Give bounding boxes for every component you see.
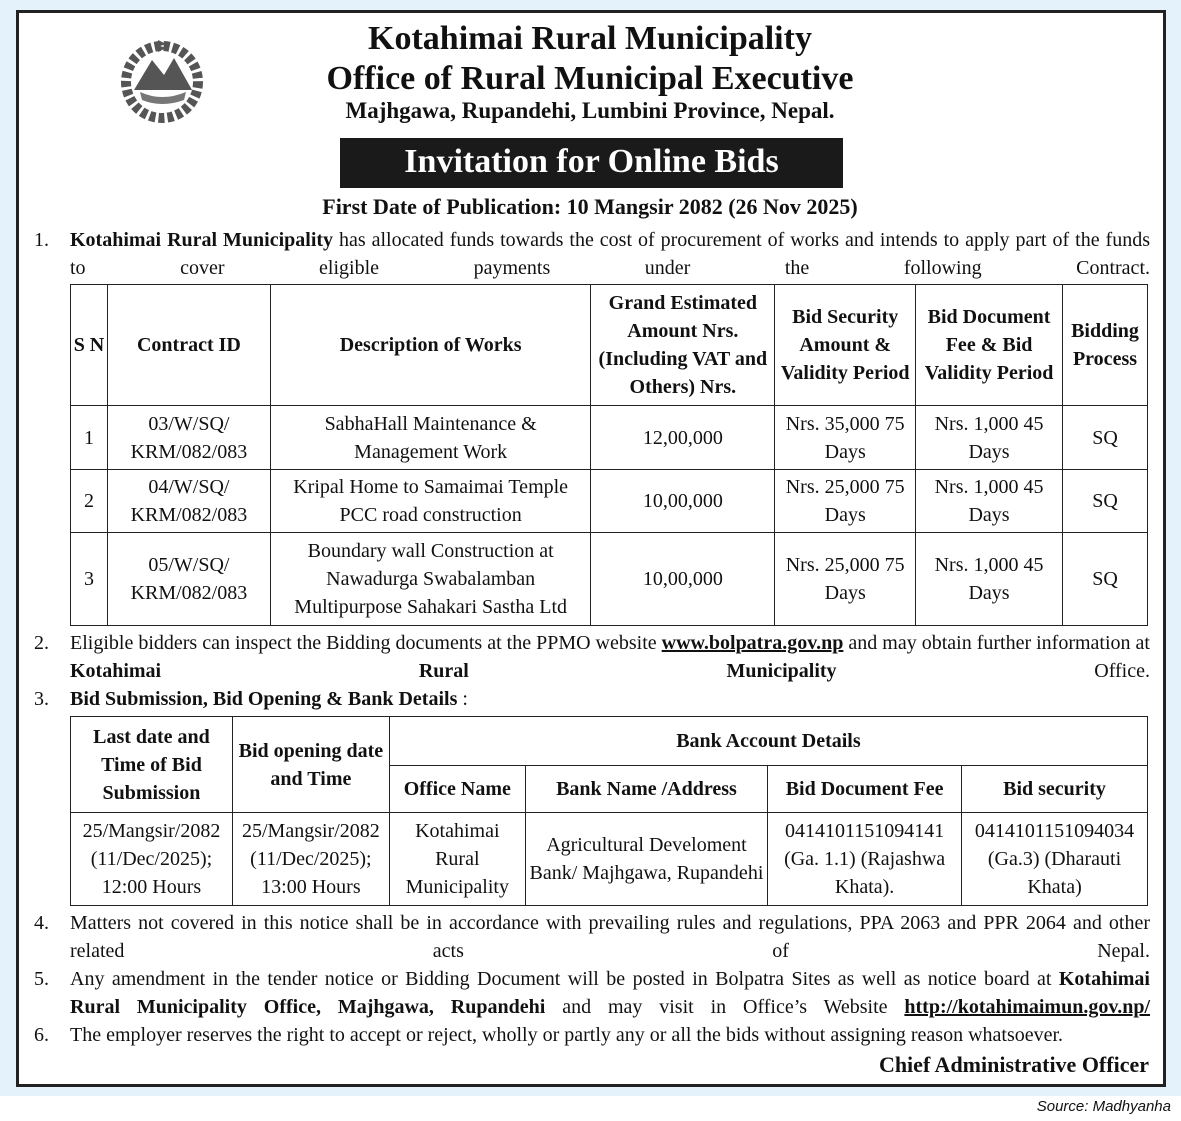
cell: 3 (71, 533, 108, 626)
cell: 04/W/SQ/ KRM/082/083 (107, 470, 270, 533)
bolpatra-link[interactable]: www.bolpatra.gov.np (661, 632, 844, 654)
cell: 12,00,000 (591, 406, 775, 470)
column-header: Office Name (389, 766, 525, 813)
column-header: Last date and Time of Bid Submission (71, 717, 233, 813)
table-row (71, 813, 1148, 906)
source-credit: Source: Madhyanha (1036, 1098, 1171, 1115)
bold-text: Bid Submission, Bid Opening & Bank Details (70, 688, 458, 710)
paragraph-3 (34, 685, 1150, 713)
bold-text: Kotahimai Rural Municipality (70, 229, 334, 251)
notice-title: Invitation for Online Bids (340, 138, 843, 188)
address: Majhgawa, Rupandehi, Lumbini Province, Nepal. (345, 98, 835, 123)
column-header: Bank Account Details (389, 717, 1147, 766)
column-header: Bid Document Fee & Bid Validity Period (916, 285, 1063, 406)
cell: Agricultural Develoment Bank/ Majhgawa, Rupandehi (525, 813, 767, 906)
cell: 25/Mangsir/2082 (11/Dec/2025); 12:00 Hours (71, 813, 233, 906)
cell: SQ (1062, 406, 1147, 470)
item-number: 6. (34, 1024, 49, 1046)
text: Matters not covered in this notice shall be in accordance with prevailing rules and regulations, PPA 2063 and PPR 2064 and other related acts of Nepal. (70, 912, 1150, 962)
column-header: Grand Estimated Amount Nrs. (Including VAT and Others) Nrs. (591, 285, 775, 406)
table-header-row (71, 717, 1148, 766)
column-header: Bid Document Fee (768, 766, 962, 813)
cell: Nrs. 25,000 75 Days (775, 533, 916, 626)
bold-text: Kotahimai Rural Municipality Office, Majhgawa, Rupandehi (70, 968, 1150, 1018)
column-header: Description of Works (270, 285, 591, 406)
contracts-table (70, 284, 1148, 626)
table-header-row (71, 285, 1148, 406)
signature: Chief Administrative Officer (878, 1052, 1149, 1077)
text: Office. (836, 660, 1150, 682)
cell: Kotahimai Rural Municipality (389, 813, 525, 906)
cell: SQ (1062, 533, 1147, 626)
text: Any amendment in the tender notice or Bidding Document will be posted in Bolpatra Sites as well as notice board at (70, 968, 1059, 990)
paragraph-6 (34, 1021, 1150, 1049)
cell: 03/W/SQ/ KRM/082/083 (107, 406, 270, 470)
table-row (71, 406, 1148, 470)
cell: 2 (71, 470, 108, 533)
cell: Nrs. 35,000 75 Days (775, 406, 916, 470)
text: has allocated funds towards the cost of procurement of works and intends to apply part of the funds to cover eligible payments under the following Contract. (70, 229, 1150, 279)
office-name: Office of Rural Municipal Executive (326, 60, 854, 97)
bold-text: Kotahimai Rural Municipality (70, 660, 837, 682)
text: Eligible bidders can inspect the Bidding documents at the PPMO website (70, 632, 662, 654)
cell: Boundary wall Construction at Nawadurga Swabalamban Multipurpose Sahakari Sastha Ltd (270, 533, 591, 626)
item-number: 4. (34, 912, 49, 934)
item-number: 3. (34, 688, 49, 710)
table-row (71, 470, 1148, 533)
cell: Nrs. 1,000 45 Days (916, 533, 1063, 626)
bid-submission-table (70, 716, 1148, 906)
text: : (457, 688, 468, 710)
cell: SabhaHall Maintenance & Management Work (270, 406, 591, 470)
column-header: Bid Security Amount & Validity Period (775, 285, 916, 406)
column-header: Bidding Process (1062, 285, 1147, 406)
cell: 1 (71, 406, 108, 470)
nepal-emblem-logo (112, 30, 212, 130)
column-header: Bid opening date and Time (232, 717, 389, 813)
cell: Nrs. 1,000 45 Days (916, 406, 1063, 470)
item-number: 2. (34, 632, 49, 654)
column-header: Bank Name /Address (525, 766, 767, 813)
column-header: Bid security (962, 766, 1148, 813)
text: and may obtain further information at (843, 632, 1150, 654)
website-link[interactable]: http://kotahimaimun.gov.np/ (904, 996, 1151, 1018)
cell: 10,00,000 (591, 533, 775, 626)
municipality-name: Kotahimai Rural Municipality (368, 20, 812, 57)
text: The employer reserves the right to accept or reject, wholly or partly any or all the bids without assigning reason whatsoever. (70, 1024, 1064, 1046)
item-number: 1. (34, 229, 49, 251)
publication-date: First Date of Publication: 10 Mangsir 2082 (26 Nov 2025) (322, 194, 858, 219)
table-row (71, 533, 1148, 626)
item-number: 5. (34, 968, 49, 990)
cell: Nrs. 25,000 75 Days (775, 470, 916, 533)
cell: 05/W/SQ/ KRM/082/083 (107, 533, 270, 626)
cell: 10,00,000 (591, 470, 775, 533)
cell: SQ (1062, 470, 1147, 533)
cell: 0414101151094141 (Ga. 1.1) (Rajashwa Khata). (768, 813, 962, 906)
text: and may visit in Office’s Website (545, 996, 905, 1018)
cell: 25/Mangsir/2082 (11/Dec/2025); 13:00 Hours (232, 813, 389, 906)
cell: 0414101151094034 (Ga.3) (Dharauti Khata) (962, 813, 1148, 906)
cell: Nrs. 1,000 45 Days (916, 470, 1063, 533)
cell: Kripal Home to Samaimai Temple PCC road construction (270, 470, 591, 533)
column-header: Contract ID (107, 285, 270, 406)
column-header: S N (71, 285, 108, 406)
